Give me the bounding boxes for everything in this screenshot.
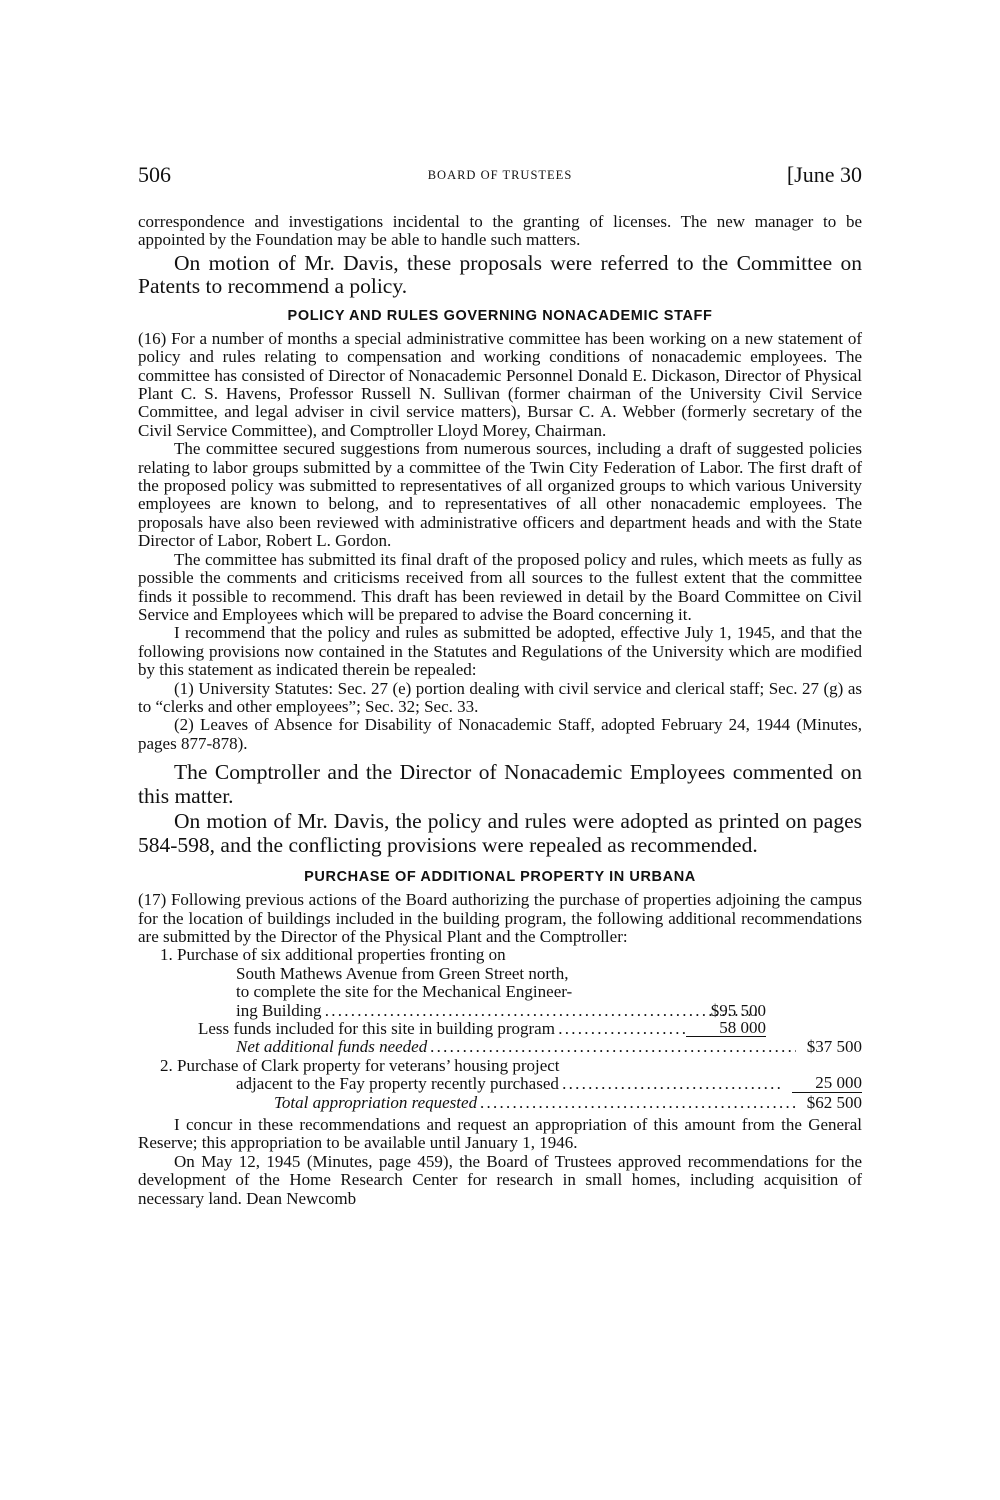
list-item-1-line1: 1. Purchase of six additional properties fronting on xyxy=(160,945,506,965)
running-header xyxy=(138,160,862,190)
total-row xyxy=(138,1094,862,1112)
list-item-2-line2 xyxy=(138,1075,862,1093)
paragraph-16-leaves: (2) Leaves of Absence for Disability of Nonacademic Staff, adopted February 24, 1944 (Minutes, pages 877-878). xyxy=(138,715,862,753)
paragraph-comptroller: The Comptroller and the Director of Nonacademic Employees commented on this matter. xyxy=(138,760,862,808)
paragraph-motion-policy: On motion of Mr. Davis, the policy and rules were adopted as printed on pages 584-598, and the conflicting provisions were repealed as recommended. xyxy=(138,809,862,857)
list-item-1-amount: $95 500 xyxy=(710,1000,766,1020)
list-item-2-label: adjacent to the Fay property recently purchased . . . xyxy=(236,1075,784,1093)
paragraph-home-research: On May 12, 1945 (Minutes, page 459), the Board of Trustees approved recommendations for the development of the Home Research Center for research in small homes, including acquisition of necessary land. Dean Newcomb xyxy=(138,1151,862,1208)
list-item-1-label: ing Building . . . xyxy=(236,1002,758,1020)
paragraph-16-committee: (16) For a number of months a special administrative committee has been working on a new statement of policy and rules relating to compensation and working conditions of nonacademic employees. The committee has consisted of Director of Nonacademic Personnel Donald E. Dickason, Director of Physical Plant C. S. Havens, Professor Russell N. Sullivan (former chairman of the University Civil Service Committee, and legal adviser in civil service matters), Bursar C. A. Webber (formerly secretary of the Civil Service Committee), and Comptroller Lloyd Morey, Chairman. xyxy=(138,328,862,440)
running-title: BOARD OF TRUSTEES xyxy=(427,168,573,182)
paragraph-16-final-draft: The committee has submitted its final draft of the proposed policy and rules, which meets as fully as possible the comments and criticisms received from all sources to the fullest extent that the committee finds it possible to recommend. This draft has been reviewed in detail by the Board Committee on Civil Service and Employees which will be prepared to advise the Board concerning it. xyxy=(138,549,862,624)
paragraph-concur: I concur in these recommendations and request an appropriation of this amount from the General Reserve; this appropriation to be available until January 1, 1946. xyxy=(138,1114,862,1153)
appropriation-list xyxy=(138,946,862,1112)
section-heading-purchase: PURCHASE OF ADDITIONAL PROPERTY IN URBANA xyxy=(304,869,696,886)
paragraph-16-statutes: (1) University Statutes: Sec. 27 (e) portion dealing with civil service and clerical staff; Sec. 27 (g) as to “clerks and other employees”; Sec. 32; Sec. 33. xyxy=(138,678,862,716)
section-heading-policy: POLICY AND RULES GOVERNING NONACADEMIC STAFF xyxy=(287,307,713,324)
paragraph-motion-patents: On motion of Mr. Davis, these proposals were referred to the Committee on Patents to recommend a policy. xyxy=(138,250,862,299)
paragraph-licenses: correspondence and investigations incidental to the granting of licenses. The new manager to be appointed by the Foundation may be able to handle such matters. xyxy=(138,212,862,250)
net-funds-label: Net additional funds needed . . . xyxy=(236,1038,796,1056)
total-label: Total appropriation requested . . . xyxy=(274,1094,796,1112)
list-item-2-amount: 25 000 xyxy=(792,1075,862,1093)
less-funds-row xyxy=(138,1017,862,1038)
page-body xyxy=(138,213,862,1208)
list-item-2-line1: 2. Purchase of Clark property for veterans’ housing project xyxy=(160,1055,560,1075)
header-date: [June 30 xyxy=(786,162,862,187)
list-item-1-line2: South Mathews Avenue from Green Street north, xyxy=(236,963,569,983)
total-amount: $62 500 xyxy=(806,1092,862,1112)
less-funds-label: Less funds included for this site in building program . . . xyxy=(198,1020,685,1038)
net-funds-amount: $37 500 xyxy=(806,1037,862,1057)
net-funds-row xyxy=(138,1038,862,1056)
list-item-1-line3: to complete the site for the Mechanical Engineer- xyxy=(236,982,573,1002)
paragraph-17-intro: (17) Following previous actions of the Board authorizing the purchase of properties adjoining the campus for the location of buildings included in the building program, the following additional recommendations are submitted by the Director of the Physical Plant and the Comptroller: xyxy=(138,890,862,946)
page-number: 506 xyxy=(138,162,171,187)
paragraph-16-suggestions: The committee secured suggestions from numerous sources, including a draft of suggested policies relating to labor groups submitted by a committee of the Twin City Federation of Labor. The first draft of the proposed policy was submitted to representatives of all organized groups to which various University employees are known to belong, and to representatives of all other nonacademic employees. The proposals have also been reviewed with administrative officers and department heads and with the State Director of Labor, Robert L. Gordon. xyxy=(138,439,862,551)
less-funds-amount: 58 000 xyxy=(686,1020,766,1038)
paragraph-16-recommend: I recommend that the policy and rules as submitted be adopted, effective July 1, 1945, and that the following provisions now contained in the Statutes and Regulations of the University which are modified by this statement as indicated therein be repealed: xyxy=(138,623,862,680)
